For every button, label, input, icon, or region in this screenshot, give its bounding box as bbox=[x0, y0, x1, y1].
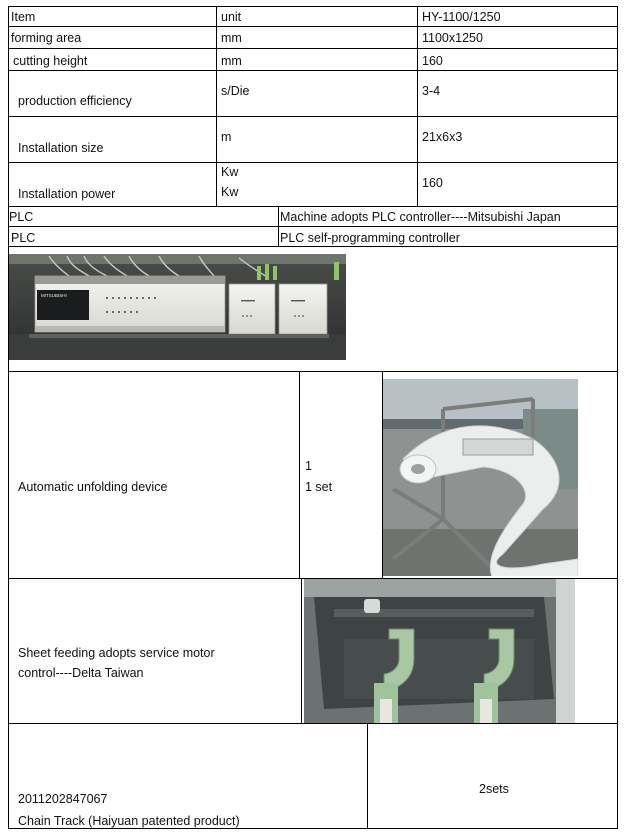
forming-area-unit: mm bbox=[221, 31, 242, 45]
cutting-height-value: 160 bbox=[422, 54, 443, 68]
row-plc-1-label-cell bbox=[8, 206, 279, 227]
servo-motor-photo bbox=[304, 579, 575, 723]
row-unfold-photo-cell bbox=[382, 371, 618, 579]
installation-power-value: 160 bbox=[422, 176, 443, 190]
row-efficiency-value-cell bbox=[417, 70, 618, 117]
row-efficiency-item-cell bbox=[8, 70, 217, 117]
installation-power-unit-1: Kw bbox=[221, 165, 239, 179]
row-power-value-cell bbox=[417, 162, 618, 207]
production-efficiency-unit: s/Die bbox=[221, 84, 250, 98]
plc-1-label: PLC bbox=[9, 210, 34, 224]
row-unfold-qty-cell bbox=[299, 371, 383, 579]
unfolding-device-illustration bbox=[383, 379, 578, 576]
row-plc-1-desc-cell bbox=[278, 206, 618, 227]
forming-area-value: 1100x1250 bbox=[422, 31, 483, 45]
row-plc-photo-cell bbox=[8, 246, 618, 372]
row-feeding-photo-cell bbox=[301, 578, 618, 724]
row-plc-2-label-cell bbox=[8, 226, 279, 247]
row-forming-value-cell bbox=[417, 26, 618, 49]
row-size-item-cell bbox=[8, 116, 217, 163]
plc-panel-illustration bbox=[9, 254, 346, 360]
installation-power-label: Installation power bbox=[18, 187, 116, 201]
row-chain-qty-cell bbox=[367, 723, 618, 829]
production-efficiency-value: 3-4 bbox=[422, 84, 441, 98]
header-model: HY-1100/1250 bbox=[422, 10, 501, 24]
installation-power-unit-2: Kw bbox=[221, 185, 239, 199]
chain-qty: 2sets bbox=[479, 782, 509, 796]
plc-2-label: PLC bbox=[11, 231, 36, 245]
chain-track-label: Chain Track (Haiyuan patented product) bbox=[18, 814, 240, 828]
header-unit: unit bbox=[221, 10, 242, 24]
row-feeding-label-cell bbox=[8, 578, 302, 724]
row-power-unit-cell bbox=[216, 162, 418, 207]
feeding-line-2: control----Delta Taiwan bbox=[18, 666, 144, 680]
header-item-cell bbox=[8, 6, 217, 27]
header-model-cell bbox=[417, 6, 618, 27]
row-cutting-value-cell bbox=[417, 48, 618, 71]
row-size-unit-cell bbox=[216, 116, 418, 163]
unfolding-qty-line1: 1 bbox=[305, 459, 312, 473]
feeding-line-1: Sheet feeding adopts service motor bbox=[18, 646, 215, 660]
unfolding-device-label: Automatic unfolding device bbox=[18, 480, 168, 494]
mitsubishi-plc-photo bbox=[9, 254, 346, 360]
plc-1-description: Machine adopts PLC controller----Mitsubishi Japan bbox=[280, 210, 561, 224]
forming-area-label: forming area bbox=[11, 31, 82, 45]
cutting-height-label: cutting height bbox=[13, 54, 88, 68]
row-efficiency-unit-cell bbox=[216, 70, 418, 117]
servo-motor-illustration bbox=[304, 579, 575, 723]
row-forming-unit-cell bbox=[216, 26, 418, 49]
unfolding-device-photo bbox=[383, 379, 578, 576]
chain-patent-number: 2011202847067 bbox=[18, 792, 108, 806]
spec-table bbox=[8, 6, 618, 829]
row-power-item-cell bbox=[8, 162, 217, 207]
installation-size-label: Installation size bbox=[18, 141, 104, 155]
row-chain-label-cell bbox=[8, 723, 368, 829]
unfolding-qty-line2: 1 set bbox=[305, 480, 333, 494]
row-size-value-cell bbox=[417, 116, 618, 163]
production-efficiency-label: production efficiency bbox=[18, 94, 132, 108]
row-forming-item-cell bbox=[8, 26, 217, 49]
row-unfold-label-cell bbox=[8, 371, 300, 579]
row-cutting-unit-cell bbox=[216, 48, 418, 71]
installation-size-value: 21x6x3 bbox=[422, 130, 463, 144]
header-unit-cell bbox=[216, 6, 418, 27]
cutting-height-unit: mm bbox=[221, 54, 242, 68]
plc-2-description: PLC self-programming controller bbox=[280, 231, 460, 245]
row-plc-2-desc-cell bbox=[278, 226, 618, 247]
header-item: Item bbox=[11, 10, 36, 24]
plc-brand-text: MITSUBISHI bbox=[41, 293, 67, 298]
installation-size-unit: m bbox=[221, 130, 232, 144]
row-cutting-item-cell bbox=[8, 48, 217, 71]
